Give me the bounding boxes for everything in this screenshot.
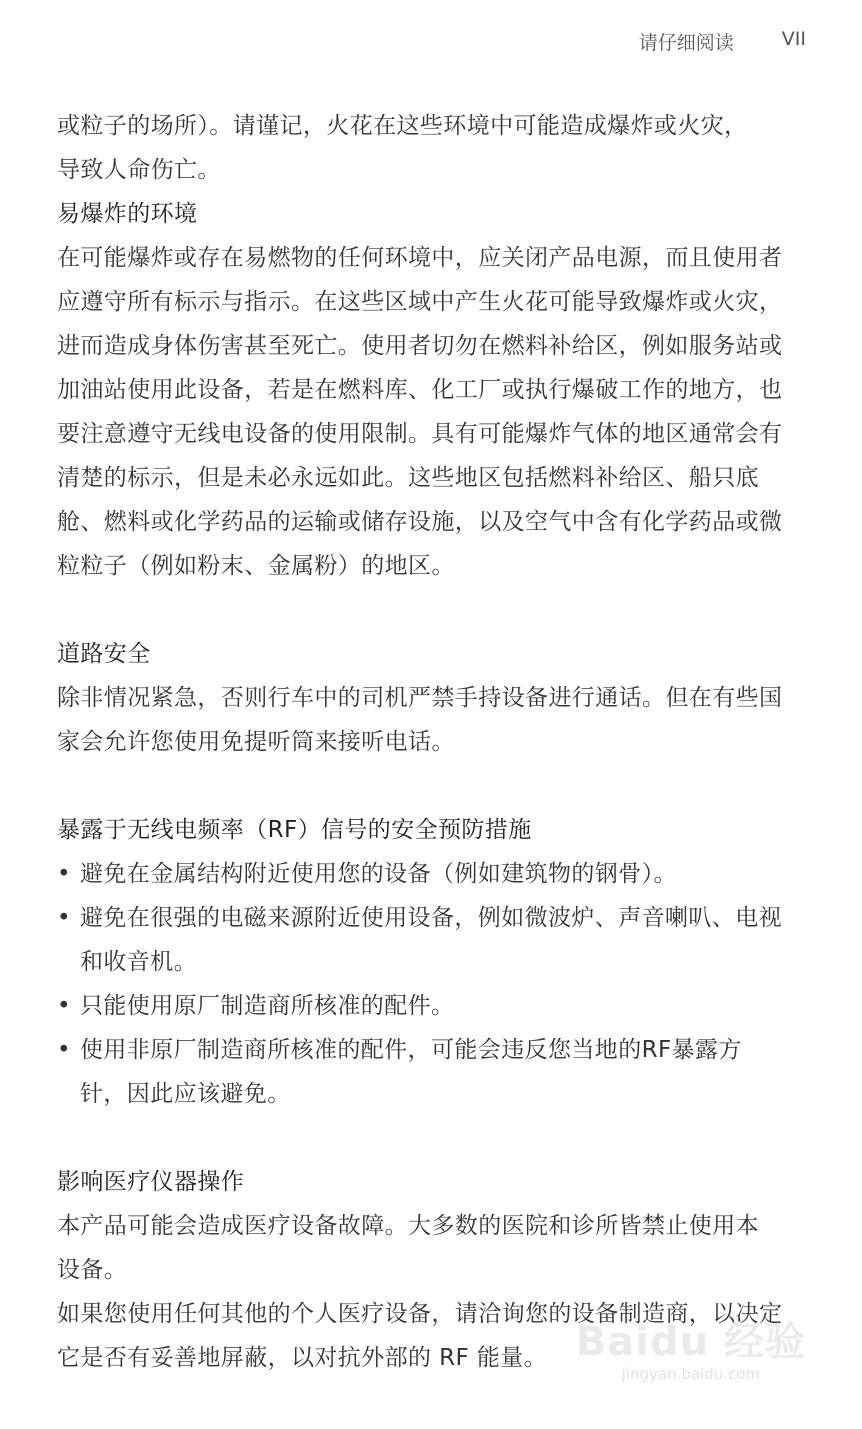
text-line: 避免在很强的电磁来源附近使用设备，例如微波炉、声音喇叭、电视 <box>80 905 782 931</box>
text-line: 进而造成身体伤害甚至死亡。使用者切勿在燃料补给区，例如服务站或 <box>57 333 783 359</box>
text-line: 加油站使用此设备，若是在燃料库、化工厂或执行爆破工作的地方，也 <box>57 377 783 403</box>
text-line: 设备。 <box>57 1257 128 1283</box>
watermark-logo: Baidu 经验 <box>575 1319 806 1365</box>
list-item <box>57 896 809 984</box>
section-heading-road: 道路安全 <box>57 641 151 667</box>
page-content <box>57 104 809 1380</box>
list-item <box>57 984 809 1028</box>
text-line: 针，因此应该避免。 <box>80 1081 291 1107</box>
page-number: VII <box>781 28 806 50</box>
text-line: 清楚的标示，但是未必永远如此。这些地区包括燃料补给区、船只底 <box>57 465 759 491</box>
spacer <box>57 764 809 808</box>
spacer <box>57 1116 809 1160</box>
text-line: 粒粒子（例如粉末、金属粉）的地区。 <box>57 553 455 579</box>
text-line: 除非情况紧急，否则行车中的司机严禁手持设备进行通话。但在有些国 <box>57 685 783 711</box>
text-line: 本产品可能会造成医疗设备故障。大多数的医院和诊所皆禁止使用本 <box>57 1213 759 1239</box>
running-title: 请仔细阅读 <box>638 32 734 54</box>
text-line: 舱、燃料或化学药品的运输或储存设施，以及空气中含有化学药品或微 <box>57 509 783 535</box>
text-line: 它是否有妥善地屏蔽，以对抗外部的 RF 能量。 <box>57 1345 548 1371</box>
section-heading-medical: 影响医疗仪器操作 <box>57 1169 245 1195</box>
list-item <box>57 1028 809 1116</box>
text-line: 应遵守所有标示与指示。在这些区域中产生火花可能导致爆炸或火灾， <box>57 289 783 315</box>
watermark <box>576 1320 806 1384</box>
watermark-url: jingyan.baidu.com <box>621 1365 761 1383</box>
list-item <box>57 852 809 896</box>
text-line: 如果您使用任何其他的个人医疗设备，请洽询您的设备制造商，以决定 <box>57 1301 783 1327</box>
text-line: 或粒子的场所）。请谨记，火花在这些环境中可能造成爆炸或火灾， <box>57 113 748 139</box>
text-line: 和收音机。 <box>80 949 197 975</box>
text-line: 导致人命伤亡。 <box>57 157 221 183</box>
text-line: 避免在金属结构附近使用您的设备（例如建筑物的钢骨）。 <box>80 861 677 887</box>
section-heading-rf: 暴露于无线电频率（RF）信号的安全预防措施 <box>57 817 532 843</box>
text-line: 家会允许您使用免提听筒来接听电话。 <box>57 729 455 755</box>
page-header <box>639 28 806 55</box>
text-line: 只能使用原厂制造商所核准的配件。 <box>80 993 455 1019</box>
rf-bullet-list <box>57 852 809 1116</box>
section-heading-explosive: 易爆炸的环境 <box>57 201 198 227</box>
spacer <box>57 588 809 632</box>
text-line: 在可能爆炸或存在易燃物的任何环境中，应关闭产品电源，而且使用者 <box>57 245 783 271</box>
text-line: 要注意遵守无线电设备的使用限制。具有可能爆炸气体的地区通常会有 <box>57 421 783 447</box>
text-line: 使用非原厂制造商所核准的配件，可能会违反您当地的RF暴露方 <box>80 1037 742 1063</box>
